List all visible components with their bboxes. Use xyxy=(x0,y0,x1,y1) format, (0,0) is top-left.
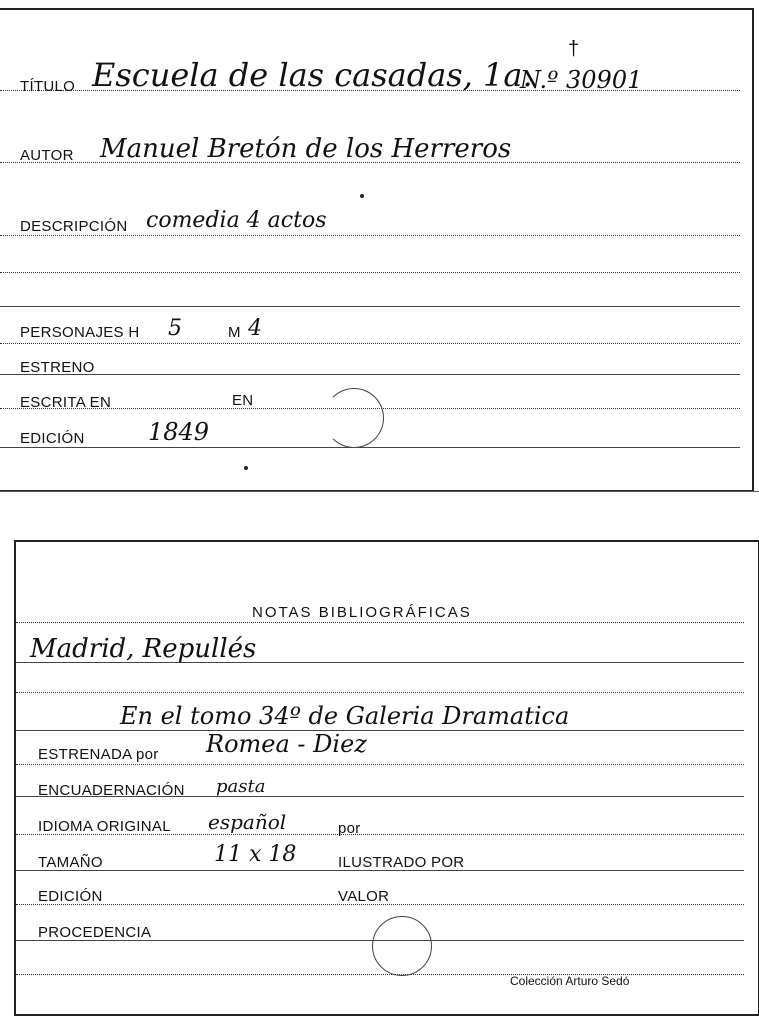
idioma-label: IDIOMA ORIGINAL xyxy=(38,818,171,835)
encuadernacion-value: pasta xyxy=(216,776,266,797)
descripcion-value: comedia 4 actos xyxy=(146,208,327,233)
titulo-number: N.º 30901 xyxy=(520,66,643,94)
rule xyxy=(0,374,740,375)
encuadernacion-label: ENCUADERNACIÓN xyxy=(38,782,185,799)
estreno-label: ESTRENO xyxy=(20,359,95,376)
rule xyxy=(16,764,744,765)
autor-value: Manuel Bretón de los Herreros xyxy=(100,134,512,164)
library-stamp xyxy=(372,916,432,976)
personajes-label: PERSONAJES H xyxy=(20,324,140,341)
personajes-h-value: 5 xyxy=(168,316,182,341)
por-label: por xyxy=(338,820,361,837)
catalog-card-back xyxy=(14,540,759,1016)
dagger-mark: † xyxy=(568,38,580,60)
titulo-label: TÍTULO xyxy=(20,78,76,95)
rule xyxy=(0,272,740,273)
collection-credit: Colección Arturo Sedó xyxy=(510,974,630,988)
rule xyxy=(16,730,744,731)
tamano-label: TAMAÑO xyxy=(38,854,103,871)
ink-dot xyxy=(360,194,364,198)
escrita-label: ESCRITA EN xyxy=(20,394,112,411)
rule xyxy=(16,692,744,693)
personajes-m-label: M xyxy=(228,324,241,341)
card-separator xyxy=(0,491,759,492)
procedencia-label: PROCEDENCIA xyxy=(38,924,152,941)
edicion-back-label: EDICIÓN xyxy=(38,888,103,905)
notes-line-2: En el tomo 34º de Galeria Dramatica xyxy=(120,702,570,730)
catalog-card-front xyxy=(0,8,754,492)
idioma-value: español xyxy=(208,810,287,834)
en-label: EN xyxy=(232,392,254,409)
rule xyxy=(16,974,744,975)
rule xyxy=(0,235,740,236)
rule xyxy=(0,306,740,307)
valor-label: VALOR xyxy=(338,888,390,905)
notas-header: NOTAS BIBLIOGRÁFICAS xyxy=(252,604,472,621)
ink-dot xyxy=(244,466,248,470)
notes-line-1: Madrid, Repullés xyxy=(30,634,257,664)
rule xyxy=(0,447,740,448)
rule xyxy=(16,622,744,623)
edicion-value: 1849 xyxy=(148,418,210,446)
autor-label: AUTOR xyxy=(20,147,74,164)
rule xyxy=(0,343,740,344)
titulo-value: Escuela de las casadas, 1a. xyxy=(92,56,533,94)
tamano-value: 11 x 18 xyxy=(214,842,297,867)
ilustrado-label: ILUSTRADO POR xyxy=(338,854,465,871)
estrenada-label: ESTRENADA por xyxy=(38,746,159,763)
descripcion-label: DESCRIPCIÓN xyxy=(20,218,128,235)
personajes-m-value: 4 xyxy=(248,316,262,341)
edicion-label: EDICIÓN xyxy=(20,430,85,447)
estrenada-value: Romea - Diez xyxy=(206,730,367,758)
punch-hole xyxy=(324,388,384,448)
